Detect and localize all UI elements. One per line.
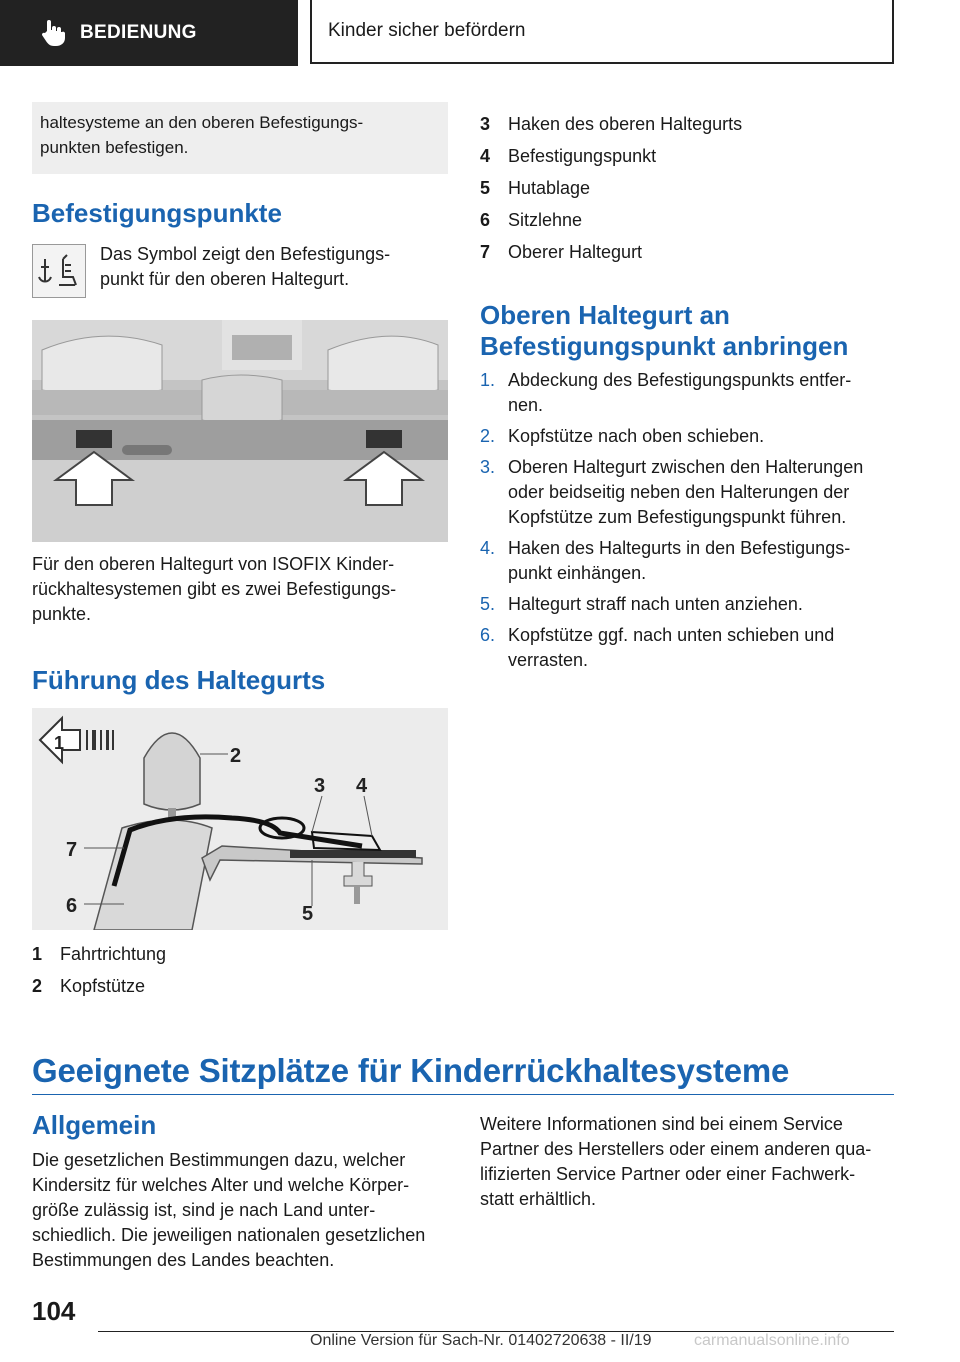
legend-number: 6	[480, 210, 491, 230]
legend-number: 7	[480, 242, 491, 262]
symbol-description: Das Symbol zeigt den Befestigungs-	[100, 244, 391, 264]
step-number: 5.	[480, 594, 496, 614]
chapter-title: Kinder sicher befördern	[328, 20, 526, 41]
legend-label: Fahrtrichtung	[60, 944, 167, 964]
legend-label: Befestigungspunkt	[508, 146, 657, 166]
note-box	[32, 102, 448, 174]
step-text: punkt einhängen.	[508, 563, 647, 583]
diagram-label-7: 7	[66, 839, 78, 861]
legend-label: Sitzlehne	[508, 210, 583, 230]
text-line: Kindersitz für welches Alter und welche Körper-	[32, 1175, 410, 1195]
legend-label: Haken des oberen Haltegurts	[508, 114, 743, 134]
heading-fuehrung: Führung des Haltegurts	[32, 665, 326, 695]
legend-number: 2	[32, 976, 43, 996]
step-text: Abdeckung des Befestigungspunkts entfer-	[508, 370, 852, 390]
heading-line: Befestigungspunkt anbringen	[480, 331, 849, 361]
step-text: verrasten.	[508, 650, 589, 670]
section-label: BEDIENUNG	[80, 22, 197, 43]
step-text: Kopfstütze ggf. nach unten schieben und	[508, 625, 835, 645]
text-line: lifizierten Service Partner oder einer Fachwerk-	[480, 1164, 856, 1184]
legend-number: 4	[480, 146, 491, 166]
step-number: 6.	[480, 625, 496, 645]
legend-item	[480, 172, 896, 204]
isofix-paragraph: Für den oberen Haltegurt von ISOFIX Kinder-	[32, 554, 395, 574]
rear-shelf-photo	[32, 320, 448, 542]
step-text: Oberen Haltegurt zwischen den Halterungen	[508, 457, 864, 477]
section-tab	[0, 0, 298, 66]
text-line: größe zulässig ist, sind je nach Land unter-	[32, 1200, 376, 1220]
step-number: 1.	[480, 370, 496, 390]
text-line: Partner des Herstellers oder einem anderen qua-	[480, 1139, 872, 1159]
section-rule	[32, 1094, 894, 1095]
legend-item	[480, 108, 896, 140]
note-line: punkten befestigen.	[40, 138, 189, 157]
legend-item	[480, 140, 896, 172]
page-number: 104	[32, 1296, 76, 1326]
legend-item	[480, 204, 896, 236]
diagram-label-3: 3	[314, 775, 326, 797]
legend-left	[32, 938, 448, 1002]
heading-geeignete-sitzplaetze: Geeignete Sitzplätze für Kinderrückhaltesysteme	[32, 1052, 790, 1089]
isofix-paragraph: rückhaltesystemen gibt es zwei Befestigungs-	[32, 579, 397, 599]
step-number: 2.	[480, 426, 496, 446]
step-item	[480, 368, 900, 418]
step-text: oder beidseitig neben den Halterungen der	[508, 482, 850, 502]
step-item	[480, 536, 900, 586]
diagram-label-6: 6	[66, 895, 78, 917]
text-line: Weitere Informationen sind bei einem Service	[480, 1114, 843, 1134]
diagram-label-2: 2	[230, 745, 242, 767]
heading-befestigungspunkte: Befestigungspunkte	[32, 198, 282, 228]
allgemein-text	[32, 1148, 462, 1273]
legend-item	[32, 970, 448, 1002]
text-line: schiedlich. Die jeweiligen nationalen gesetzlichen	[32, 1225, 426, 1245]
diagram-label-5: 5	[302, 903, 314, 925]
tether-diagram	[32, 708, 448, 930]
step-text: Kopfstütze nach oben schieben.	[508, 426, 765, 446]
heading-anbringen	[480, 300, 900, 362]
heading-line: Oberen Haltegurt an	[480, 300, 730, 330]
isofix-paragraph: punkte.	[32, 604, 92, 624]
step-item	[480, 424, 900, 449]
text-line: statt erhältlich.	[480, 1189, 597, 1209]
diagram-label-1: 1	[54, 733, 65, 753]
anchor-seat-icon	[33, 245, 85, 297]
symbol-description: punkt für den oberen Haltegurt.	[100, 269, 350, 289]
diagram-label-4: 4	[356, 775, 368, 797]
step-text: nen.	[508, 395, 544, 415]
legend-number: 5	[480, 178, 491, 198]
isofix-symbol	[32, 244, 86, 298]
legend-number: 1	[32, 944, 43, 964]
legend-item	[480, 236, 896, 268]
footer-watermark: carmanualsonline.info	[694, 1332, 850, 1349]
text-line: Bestimmungen des Landes beachten.	[32, 1250, 335, 1270]
step-item	[480, 455, 900, 530]
hand-icon	[38, 18, 68, 48]
step-text: Haken des Haltegurts in den Befestigungs-	[508, 538, 851, 558]
footer-version: Online Version für Sach-Nr. 01402720638 - II/19	[310, 1332, 652, 1349]
chapter-tab	[310, 0, 894, 64]
step-text: Haltegurt straff nach unten anziehen.	[508, 594, 803, 614]
legend-item	[32, 938, 448, 970]
legend-label: Oberer Haltegurt	[508, 242, 643, 262]
legend-label: Hutablage	[508, 178, 591, 198]
step-text: Kopfstütze zum Befestigungspunkt führen.	[508, 507, 847, 527]
legend-label: Kopfstütze	[60, 976, 146, 996]
step-item	[480, 592, 900, 617]
step-list	[480, 368, 900, 679]
service-text	[480, 1112, 900, 1212]
step-number: 4.	[480, 538, 496, 558]
note-line: haltesysteme an den oberen Befestigungs-	[40, 113, 364, 132]
heading-allgemein: Allgemein	[32, 1110, 157, 1140]
step-item	[480, 623, 900, 673]
legend-number: 3	[480, 114, 491, 134]
step-number: 3.	[480, 457, 496, 477]
text-line: Die gesetzlichen Bestimmungen dazu, welcher	[32, 1150, 406, 1170]
legend-right	[480, 108, 896, 268]
